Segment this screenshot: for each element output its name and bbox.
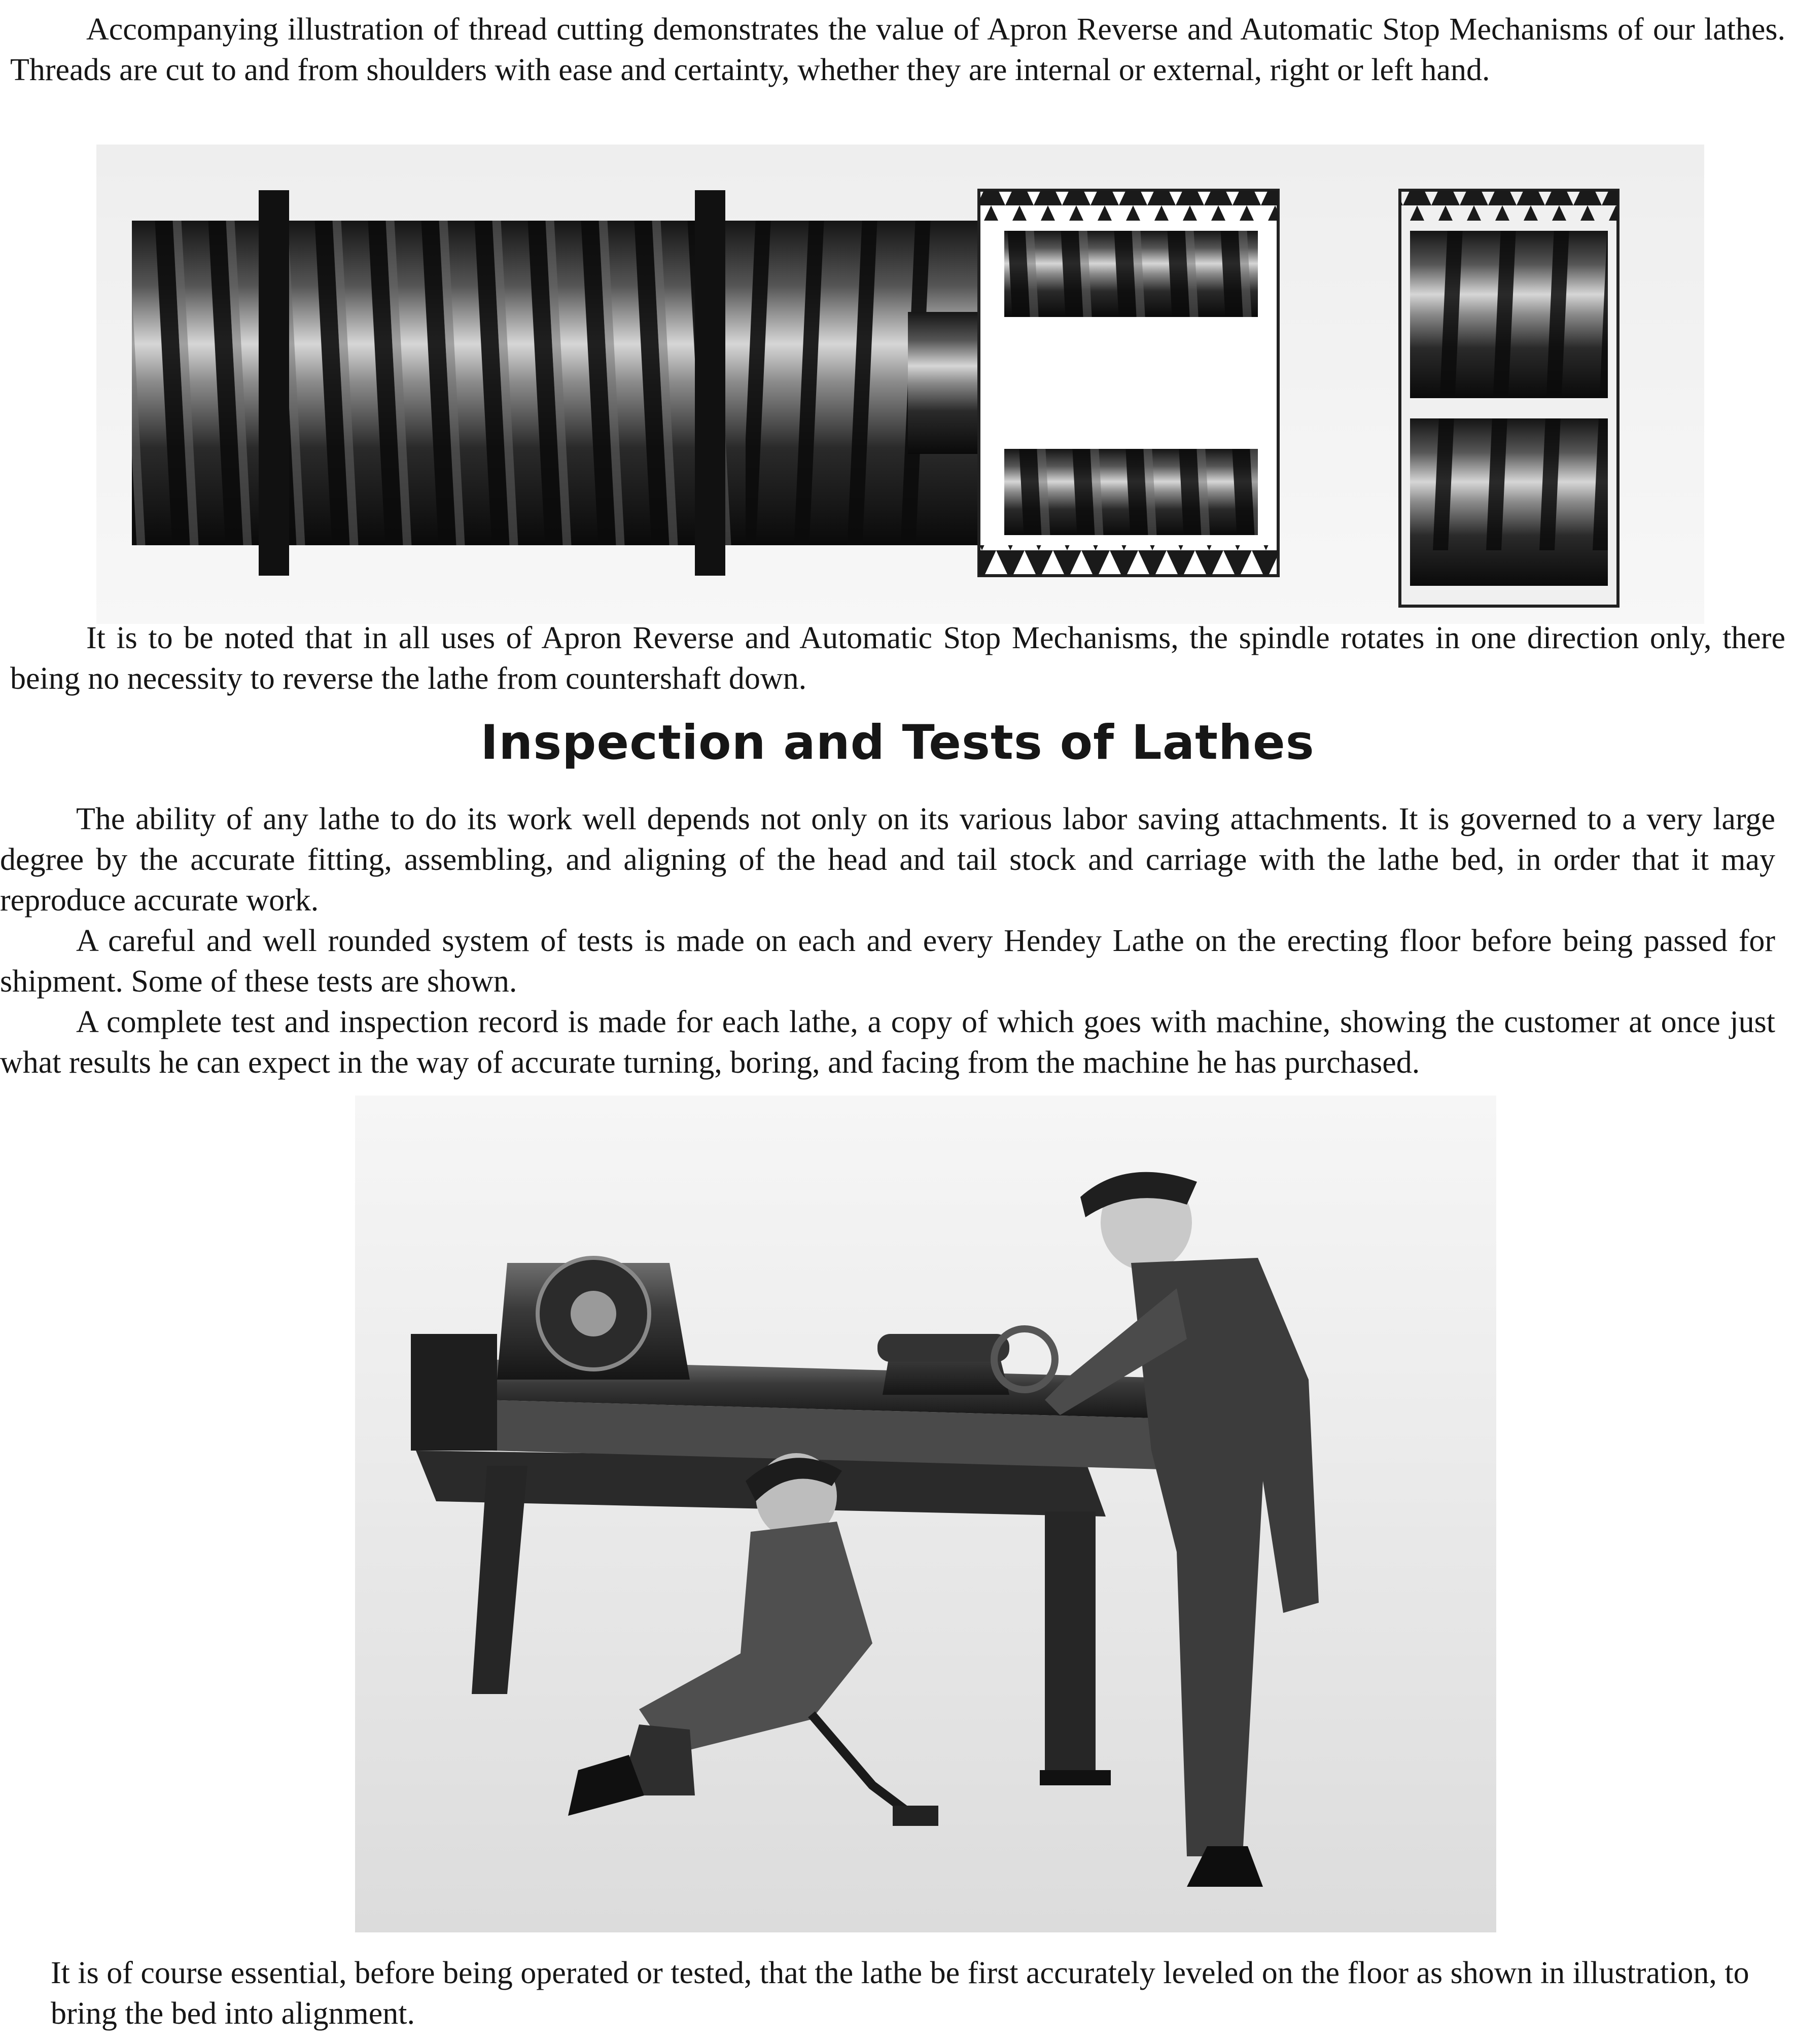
section-heading: Inspection and Tests of Lathes	[480, 715, 1315, 770]
lathe-leveling-figure	[355, 1096, 1496, 1932]
thread-cutting-illustration	[96, 145, 1704, 624]
intro-paragraph: Accompanying illustration of thread cutting demonstrates the value of Apron Reverse and Automatic Stop Mechanisms of our lathes. Threads are cut to and from shoulders with ease and certainty, whether they are internal or external, right or left hand.	[10, 12, 1785, 87]
body-paragraph: The ability of any lathe to do its work well depends not only on its various labor saving attachments. It is governed to a very large degree by the accurate fitting, assembling, and aligning of the head and tail stock and carriage with the lathe bed, in order that it may reproduce accurate work.	[0, 802, 1775, 918]
note-paragraph: It is to be noted that in all uses of Apron Reverse and Automatic Stop Mechanisms, the spindle rotates in one direction only, there being no necessity to reverse the lathe from countershaft down.	[10, 621, 1785, 696]
closing-caption: It is of course essential, before being operated or tested, that the lathe be first accurately leveled on the floor as shown in illustration, to bring the bed into alignment.	[51, 1956, 1749, 2031]
body-paragraph: A complete test and inspection record is made for each lathe, a copy of which goes with machine, showing the customer at once just what results he can expect in the way of accurate turning, boring, and facing from the machine he has purchased.	[0, 1005, 1775, 1080]
lathe-leveling-illustration	[355, 1096, 1496, 1932]
thread-cutting-figure	[96, 145, 1704, 624]
body-text	[0, 799, 1785, 1083]
body-paragraph: A careful and well rounded system of tests is made on each and every Hendey Lathe on the erecting floor before being passed for shipment. Some of these tests are shown.	[0, 924, 1775, 999]
